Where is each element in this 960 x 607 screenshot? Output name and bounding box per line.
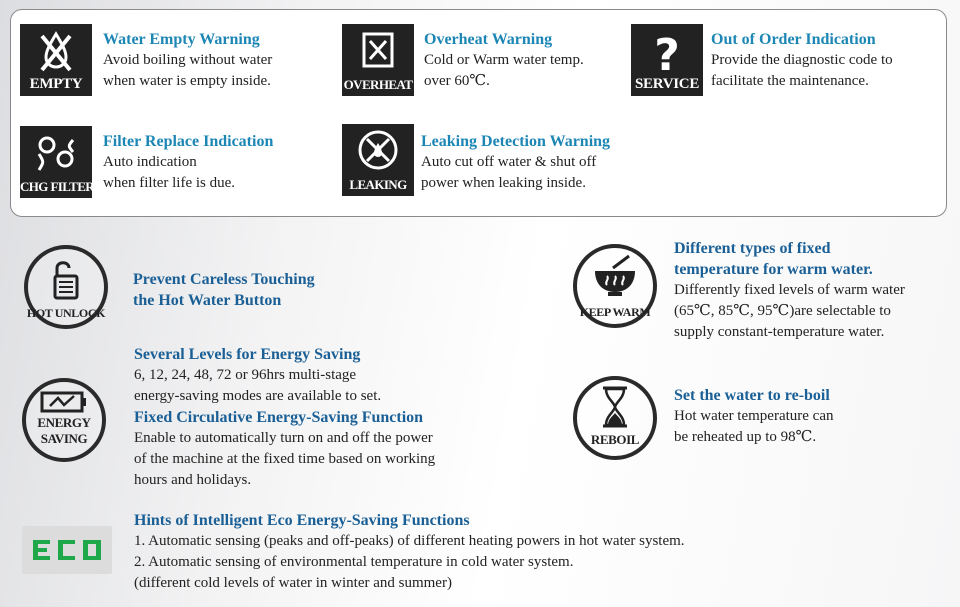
energy-label-line: ENERGY — [37, 415, 91, 430]
feature-desc-line: be reheated up to 98℃. — [674, 429, 817, 445]
feature-title: Set the water to re-boil — [674, 387, 830, 404]
feature-keep-warm — [674, 238, 905, 343]
feature-desc-line: energy-saving modes are available to set. — [134, 388, 382, 404]
feature-title: Filter Replace Indication — [103, 133, 274, 150]
water-drop-crossed-icon — [20, 24, 92, 96]
keep-warm-icon-label: KEEP WARM — [579, 305, 651, 319]
feature-hot-unlock — [133, 269, 315, 311]
feature-water-empty — [103, 29, 272, 92]
feature-desc-line: when water is empty inside. — [103, 73, 271, 89]
padlock-icon — [24, 245, 108, 329]
question-mark-icon — [631, 24, 703, 96]
leaking-icon-label: LEAKING — [349, 177, 407, 192]
feature-title: Overheat Warning — [424, 31, 553, 48]
chg-filter-icon-label: CHG FILTER — [20, 179, 95, 194]
feature-desc-line: over 60℃. — [424, 73, 490, 89]
feature-desc-line: Auto indication — [103, 154, 197, 170]
feature-title: Hints of Intelligent Eco Energy-Saving Functions — [134, 512, 470, 529]
feature-desc-line: supply constant-temperature water. — [674, 324, 885, 340]
feature-desc-line: Hot water temperature can — [674, 408, 834, 424]
feature-overheat — [424, 29, 584, 92]
feature-title: Fixed Circulative Energy-Saving Function — [134, 409, 424, 426]
feature-desc-line: 6, 12, 24, 48, 72 or 96hrs multi-stage — [134, 367, 357, 383]
feature-desc-line: Auto cut off water & shut off — [421, 154, 597, 170]
eco-display-icon — [22, 526, 112, 574]
hourglass-icon — [573, 376, 657, 460]
reboil-icon-label: REBOIL — [590, 432, 640, 447]
feature-desc-line: hours and holidays. — [134, 472, 252, 488]
empty-icon-label: EMPTY — [29, 76, 83, 92]
feature-title-line: temperature for warm water. — [674, 261, 873, 278]
feature-desc-line: when filter life is due. — [103, 175, 236, 191]
feature-desc-line: Enable to automatically turn on and off the power — [134, 430, 433, 446]
feature-energy-saving — [134, 344, 435, 491]
feature-desc-line: Differently fixed levels of warm water — [674, 282, 905, 298]
feature-eco-hints — [134, 510, 685, 594]
feature-desc-line: facilitate the maintenance. — [711, 73, 869, 89]
feature-desc-line: (65℃, 85℃, 95℃)are selectable to — [674, 303, 891, 319]
feature-leaking-detection — [421, 131, 610, 194]
feature-desc-line: Cold or Warm water temp. — [424, 52, 584, 68]
energy-saving-icon-label — [20, 415, 108, 447]
feature-desc-line: of the machine at the fixed time based on working — [134, 451, 436, 467]
eco-segment-display — [22, 526, 112, 574]
feature-desc-line: 1. Automatic sensing (peaks and off-peaks) of different heating powers in hot water system. — [134, 533, 685, 549]
feature-title: Leaking Detection Warning — [421, 133, 611, 150]
filter-change-icon — [20, 126, 95, 198]
feature-title: Water Empty Warning — [103, 31, 260, 48]
hot-unlock-icon-label: HOT UNLOCK — [26, 306, 106, 320]
feature-filter-replace — [103, 131, 273, 194]
leaking-drop-icon — [342, 124, 414, 196]
feature-desc-line: Avoid boiling without water — [103, 52, 273, 68]
feature-out-of-order — [711, 29, 893, 92]
feature-desc-line: (different cold levels of water in winter and summer) — [134, 575, 452, 591]
feature-title-line: Prevent Careless Touching — [133, 271, 315, 288]
feature-desc-line: Provide the diagnostic code to — [711, 52, 893, 68]
feature-desc-line: power when leaking inside. — [421, 175, 586, 191]
feature-title: Several Levels for Energy Saving — [134, 346, 361, 363]
overheat-icon-label: OVERHEAT — [343, 77, 413, 92]
steaming-bowl-icon — [573, 244, 657, 328]
service-icon-label: SERVICE — [634, 76, 700, 92]
feature-title-line: Different types of fixed — [674, 240, 831, 257]
feature-desc-line: 2. Automatic sensing of environmental temperature in cold water system. — [134, 554, 574, 570]
battery-icon — [22, 378, 106, 462]
svg-text:?: ? — [654, 30, 680, 81]
energy-label-line: SAVING — [40, 431, 88, 446]
overheat-x-box-icon — [342, 24, 414, 96]
feature-title-line: the Hot Water Button — [133, 292, 282, 309]
feature-reboil — [674, 385, 834, 448]
feature-title: Out of Order Indication — [711, 31, 876, 48]
